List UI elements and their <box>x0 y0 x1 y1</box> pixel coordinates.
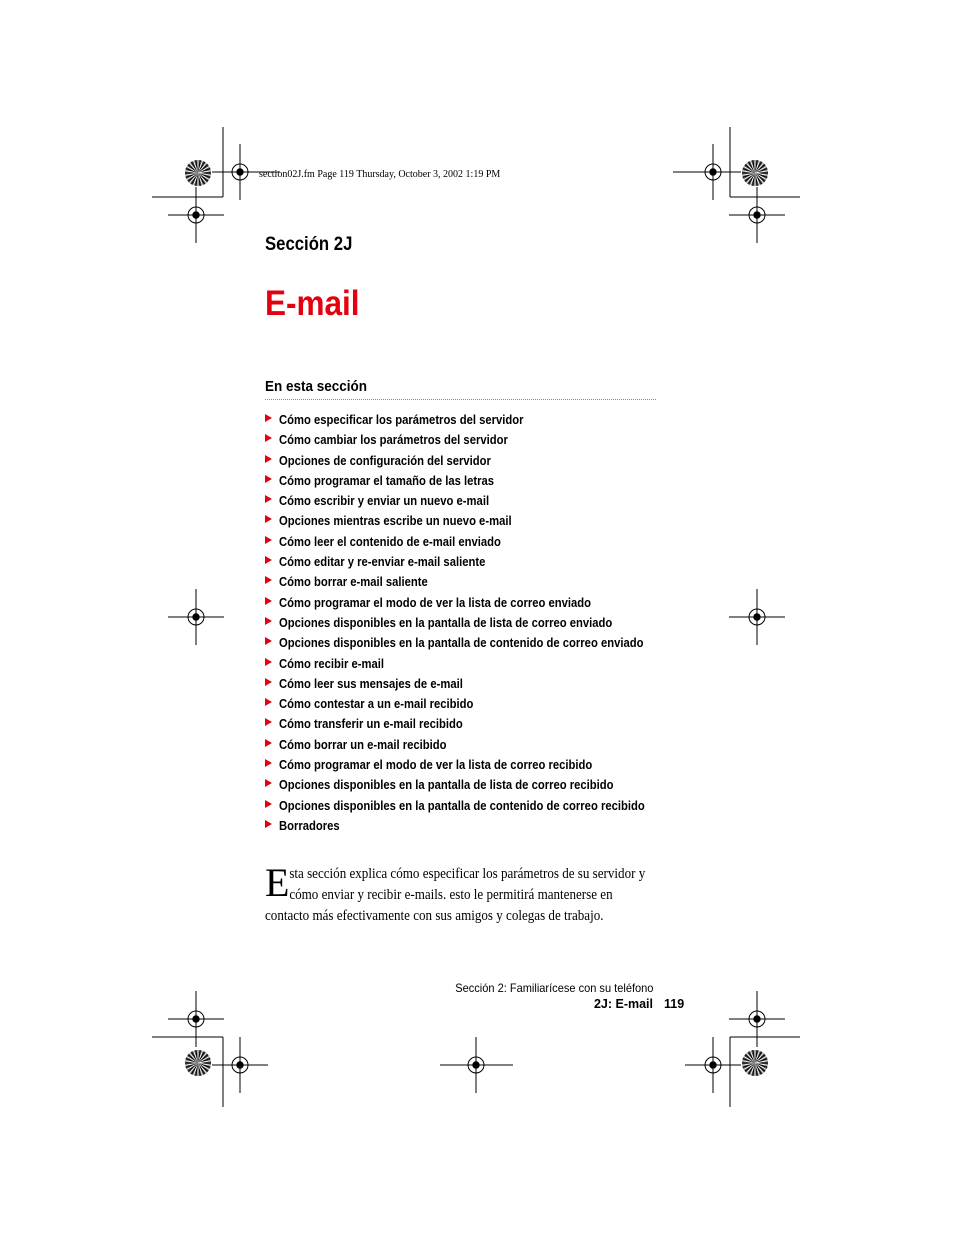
arrow-bullet-icon <box>265 779 272 787</box>
arrow-bullet-icon <box>265 718 272 726</box>
footer-chapter: 2J: E-mail <box>593 997 653 1011</box>
toc-item-label: Cómo borrar un e-mail recibido <box>279 737 447 752</box>
file-info-header: section02J.fm Page 119 Thursday, October 3, 2002 1:19 PM <box>259 169 501 180</box>
color-registration-icon <box>742 1050 768 1076</box>
arrow-bullet-icon <box>265 698 272 706</box>
arrow-bullet-icon <box>265 820 272 828</box>
toc-item-label: Cómo especificar los parámetros del servidor <box>279 413 524 427</box>
arrow-bullet-icon <box>265 617 272 625</box>
color-registration-icon <box>742 160 768 186</box>
registration-target-icon <box>168 187 224 243</box>
footer-section-title: Sección 2: Familiarícese con su teléfono <box>454 981 653 995</box>
arrow-bullet-icon <box>265 759 272 767</box>
registration-target-icon <box>448 1037 504 1093</box>
arrow-bullet-icon <box>265 658 272 666</box>
toc-item-label: Cómo programar el tamaño de las letras <box>279 473 495 488</box>
toc-item-label: Cómo contestar a un e-mail recibido <box>279 697 474 712</box>
registration-target-icon <box>729 187 785 243</box>
toc-item-label: Opciones de configuración del servidor <box>279 453 491 468</box>
toc-heading: En esta sección <box>265 378 368 395</box>
intro-text: sta sección explica cómo especificar los parámetros de su servidor y cómo enviar y recibir e-mails. esto le permitirá mantenerse en contacto más efectivamente con sus amigos y colegas de trabajo. <box>265 866 646 924</box>
registration-target-icon <box>168 589 224 645</box>
toc-item-label: Cómo recibir e-mail <box>279 656 385 671</box>
toc-item-label: Cómo cambiar los parámetros del servidor <box>279 433 508 448</box>
page-number: 119 <box>664 997 685 1011</box>
toc-item-label: Opciones disponibles en la pantalla de lista de correo enviado <box>279 615 613 630</box>
arrow-bullet-icon <box>265 475 272 483</box>
toc-item-label: Cómo leer sus mensajes de e-mail <box>279 676 463 691</box>
arrow-bullet-icon <box>265 556 272 564</box>
toc-item-label: Cómo borrar e-mail saliente <box>279 575 428 590</box>
toc-item-label: Cómo escribir y enviar un nuevo e-mail <box>279 494 490 509</box>
arrow-bullet-icon <box>265 597 272 605</box>
arrow-bullet-icon <box>265 414 272 422</box>
toc-item-label: Cómo leer el contenido de e-mail enviado <box>279 534 501 549</box>
toc-item-label: Opciones mientras escribe un nuevo e-mail <box>279 514 512 529</box>
toc-item-label: Cómo transferir un e-mail recibido <box>279 717 463 732</box>
arrow-bullet-icon <box>265 434 272 442</box>
arrow-bullet-icon <box>265 637 272 645</box>
registration-target-icon <box>729 589 785 645</box>
page-title: E-mail <box>265 284 360 323</box>
registration-target-icon <box>168 991 224 1047</box>
color-registration-icon <box>185 1050 211 1076</box>
toc-item-label: Opciones disponibles en la pantalla de contenido de correo recibido <box>279 798 645 813</box>
toc-divider <box>265 399 656 400</box>
arrow-bullet-icon <box>265 678 272 686</box>
arrow-bullet-icon <box>265 800 272 808</box>
arrow-bullet-icon <box>265 455 272 463</box>
toc-item-label: Opciones disponibles en la pantalla de contenido de correo enviado <box>279 636 644 651</box>
registration-target-icon <box>685 144 741 200</box>
arrow-bullet-icon <box>265 495 272 503</box>
intro-paragraph <box>265 860 685 927</box>
registration-target-icon <box>212 1037 268 1093</box>
toc-item-label: Cómo programar el modo de ver la lista de correo enviado <box>279 595 591 610</box>
arrow-bullet-icon <box>265 536 272 544</box>
registration-target-icon <box>729 991 785 1047</box>
arrow-bullet-icon <box>265 576 272 584</box>
color-registration-icon <box>185 160 211 186</box>
drop-cap: E <box>265 860 290 905</box>
toc-item-label: Cómo editar y re-enviar e-mail saliente <box>279 555 486 570</box>
arrow-bullet-icon <box>265 739 272 747</box>
toc-item-label: Borradores <box>279 818 340 833</box>
section-label: Sección 2J <box>265 234 353 255</box>
toc-item-label: Cómo programar el modo de ver la lista de correo recibido <box>279 758 593 773</box>
registration-target-icon <box>685 1037 741 1093</box>
arrow-bullet-icon <box>265 515 272 523</box>
toc-item-label: Opciones disponibles en la pantalla de lista de correo recibido <box>279 778 614 793</box>
